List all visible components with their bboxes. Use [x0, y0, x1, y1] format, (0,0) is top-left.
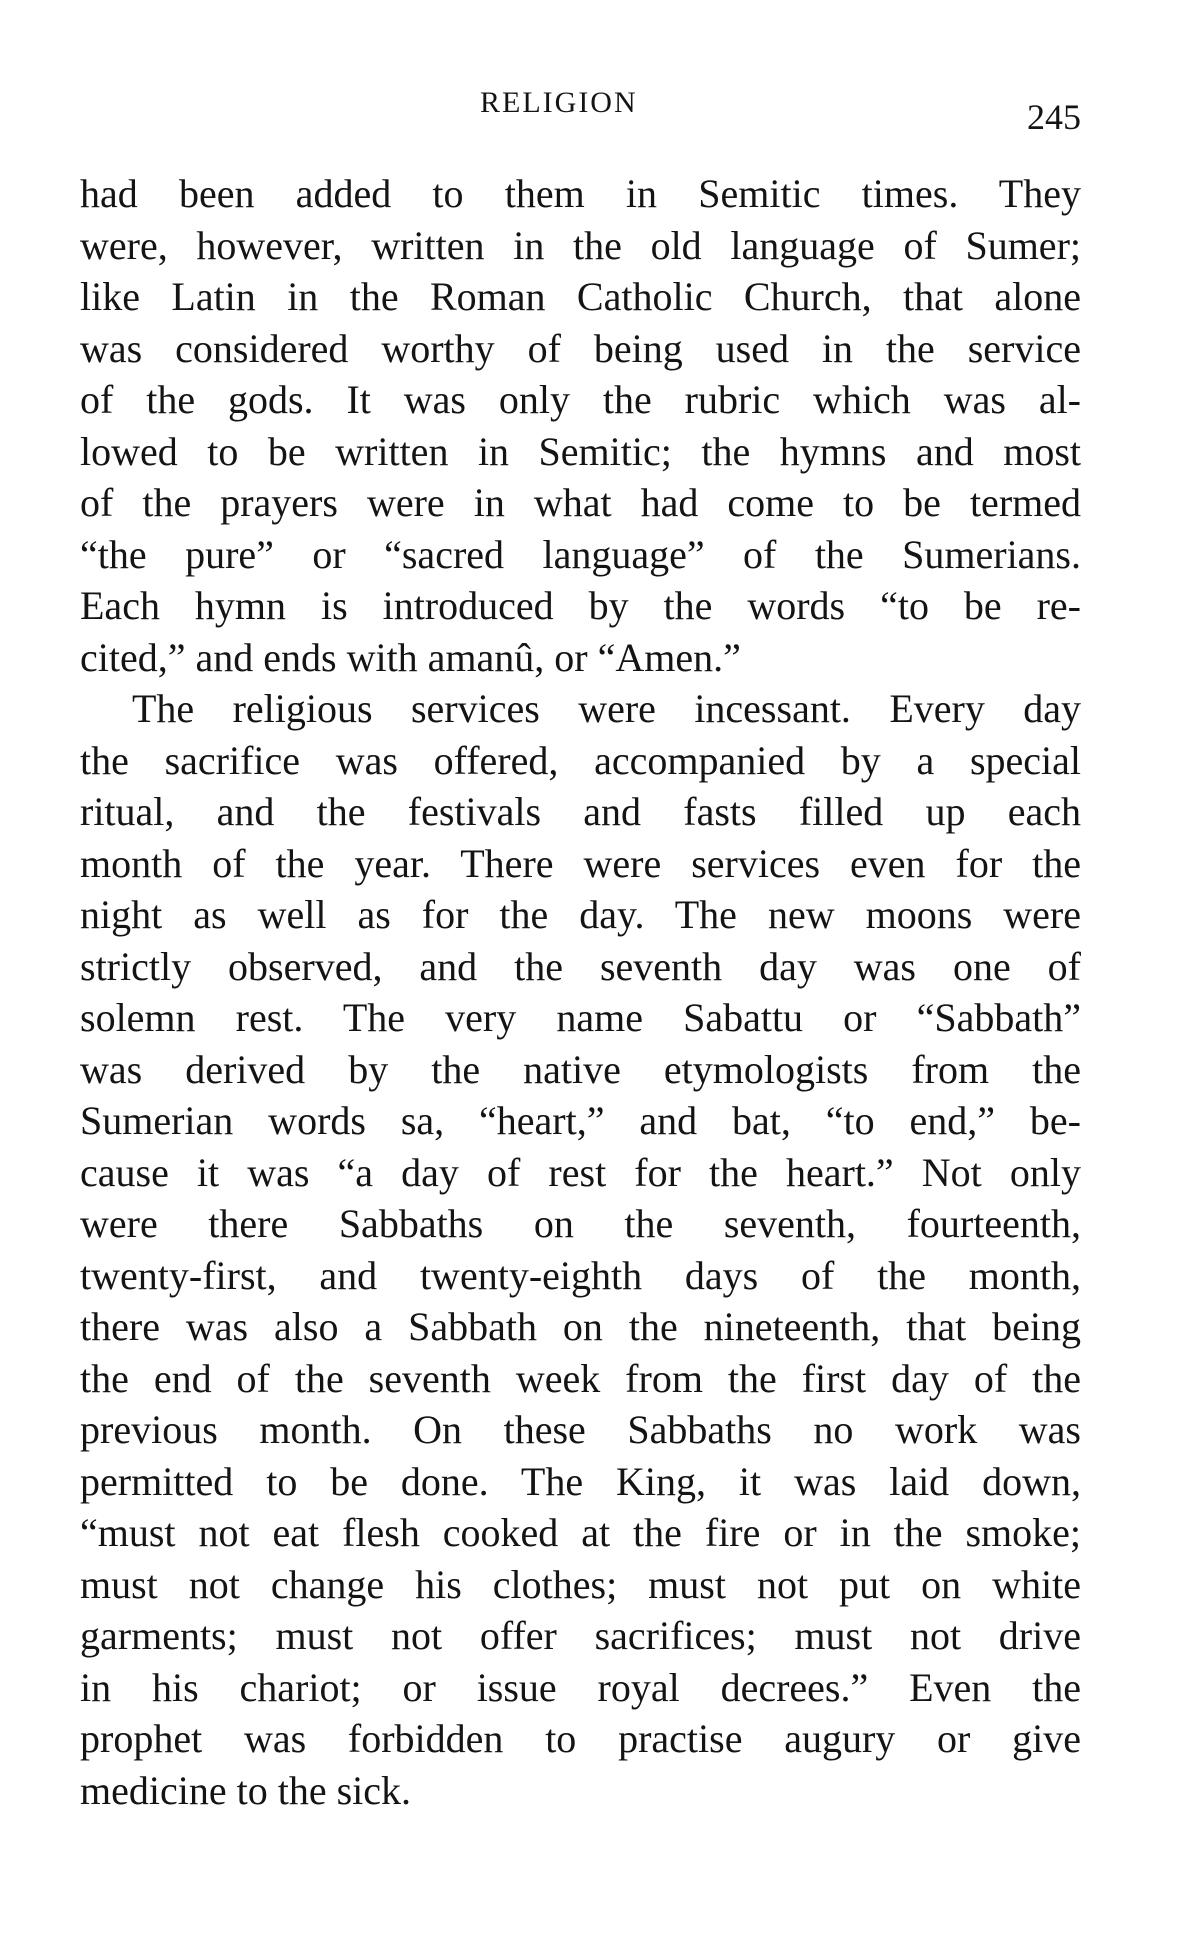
body-text: [80, 168, 1081, 1816]
text-line: “the pure” or “sacred language” of the Sumerians.: [80, 531, 1081, 577]
text-line: permitted to be done. The King, it was laid down,: [80, 1458, 1081, 1504]
text-line: like Latin in the Roman Catholic Church, that alone: [80, 274, 1081, 319]
text-line: the end of the seventh week from the first day of the: [80, 1355, 1081, 1401]
text-line: ritual, and the festivals and fasts filled up each: [80, 789, 1081, 834]
paragraph-end-line: cited,” and ends with amanû, or “Amen.”: [80, 634, 741, 680]
text-line: must not change his clothes; must not put on white: [80, 1561, 1081, 1607]
text-line: the sacrifice was offered, accompanied by a special: [80, 737, 1081, 783]
text-line: was derived by the native etymologists from the: [80, 1046, 1081, 1092]
text-line: twenty-first, and twenty-eighth days of the month,: [80, 1252, 1081, 1298]
page-number: 245: [1027, 97, 1081, 137]
text-line: was considered worthy of being used in the service: [80, 325, 1081, 371]
text-line: strictly observed, and the seventh day was one of: [80, 943, 1081, 989]
text-line: there was also a Sabbath on the nineteenth, that being: [80, 1304, 1081, 1349]
paragraph-end-line: medicine to the sick.: [80, 1767, 412, 1813]
text-line: had been added to them in Semitic times. They: [80, 171, 1081, 216]
text-line: prophet was forbidden to practise augury or give: [80, 1716, 1081, 1761]
text-line: “must not eat flesh cooked at the fire or in the smoke;: [80, 1510, 1081, 1555]
text-line: were there Sabbaths on the seventh, fourteenth,: [80, 1201, 1081, 1246]
text-line: previous month. On these Sabbaths no work was: [80, 1407, 1081, 1452]
text-line: month of the year. There were services even for the: [80, 840, 1081, 886]
text-line: garments; must not offer sacrifices; must not drive: [80, 1613, 1081, 1658]
text-line: solemn rest. The very name Sabattu or “Sabbath”: [80, 995, 1081, 1040]
running-title: RELIGION: [480, 86, 638, 119]
text-line: Each hymn is introduced by the words “to be re-: [80, 583, 1081, 628]
running-head: [0, 82, 1179, 137]
text-line: Sumerian words sa, “heart,” and bat, “to end,” be-: [80, 1098, 1081, 1143]
text-line: were, however, written in the old language of Sumer;: [80, 222, 1081, 268]
text-line: in his chariot; or issue royal decrees.” Even the: [80, 1664, 1081, 1710]
text-line: lowed to be written in Semitic; the hymns and most: [80, 428, 1081, 474]
text-line: of the gods. It was only the rubric which was al-: [80, 377, 1081, 422]
text-line: cause it was “a day of rest for the heart.” Not only: [80, 1149, 1081, 1195]
paragraph-start-line: The religious services were incessant. Every day: [132, 686, 1081, 731]
text-line: of the prayers were in what had come to be termed: [80, 480, 1081, 525]
text-line: night as well as for the day. The new moons were: [80, 892, 1081, 937]
